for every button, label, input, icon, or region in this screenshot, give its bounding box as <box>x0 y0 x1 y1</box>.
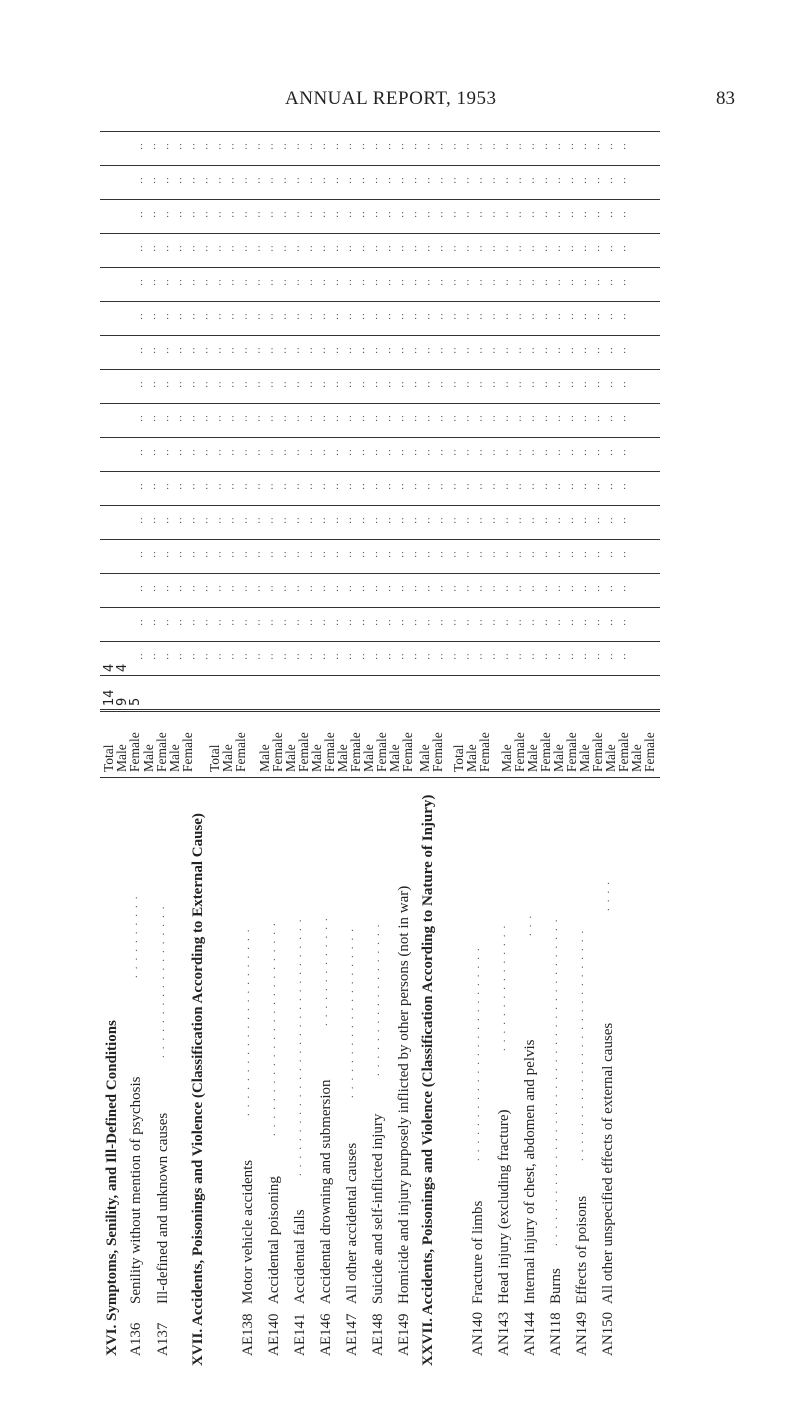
column-rule <box>100 539 660 540</box>
empty-cells: :::::::::::::::::::::::::::::::::::::: <box>140 446 637 458</box>
leader-dots: .................... <box>344 923 356 1098</box>
empty-cells: :::::::::::::::::::::::::::::::::::::: <box>140 582 637 594</box>
column-rule <box>100 471 660 472</box>
column-rule <box>100 165 660 166</box>
section-title-xvi: XVI. Symptoms, Senility, and Ill-Defined Conditions <box>104 1020 120 1356</box>
row-code: AE148 <box>370 1313 386 1356</box>
sex-female: Female <box>538 732 553 772</box>
row-code: AE140 <box>266 1313 282 1356</box>
column-rule <box>100 641 660 642</box>
column-rule <box>100 131 660 132</box>
row-code: A136 <box>128 1322 144 1356</box>
leader-dots: .......... <box>128 890 140 978</box>
column-rule <box>100 607 660 608</box>
column-divider <box>100 777 660 778</box>
row-cause: Accidental poisoning <box>266 1176 282 1304</box>
sex-male: Male <box>499 744 514 772</box>
sex-male: Male <box>417 744 432 772</box>
sex-female: Female <box>512 732 527 772</box>
column-divider <box>100 711 660 712</box>
value-cell: 4 <box>102 663 117 672</box>
sex-female: Female <box>296 732 311 772</box>
empty-cells: :::::::::::::::::::::::::::::::::::::: <box>140 276 637 288</box>
column-rule <box>100 199 660 200</box>
leader-dots: ...................... <box>240 923 252 1116</box>
row-code: AN144 <box>522 1311 538 1356</box>
leader-dots: ...................................... <box>548 913 560 1246</box>
empty-cells: :::::::::::::::::::::::::::::::::::::: <box>140 412 637 424</box>
page-number: 83 <box>716 88 735 109</box>
leader-dots: .................. <box>370 918 382 1076</box>
sex-female: Female <box>430 732 445 772</box>
sex-male: Male <box>387 744 402 772</box>
leader-dots: .............................. <box>292 913 304 1176</box>
empty-cells: :::::::::::::::::::::::::::::::::::::: <box>140 616 637 628</box>
column-rule <box>100 505 660 506</box>
sex-female: Female <box>477 732 492 772</box>
column-rule <box>100 437 660 438</box>
page-header <box>0 88 800 118</box>
row-code: A137 <box>155 1322 171 1356</box>
leader-dots: ........................... <box>574 924 586 1161</box>
empty-cells: :::::::::::::::::::::::::::::::::::::: <box>140 480 637 492</box>
row-code: AE147 <box>344 1313 360 1356</box>
sex-female: Female <box>270 732 285 772</box>
empty-cells: :::::::::::::::::::::::::::::::::::::: <box>140 140 637 152</box>
row-code: AN150 <box>600 1311 616 1356</box>
row-cause: Fracture of limbs <box>470 1200 486 1304</box>
empty-cells: :::::::::::::::::::::::::::::::::::::: <box>140 650 637 662</box>
column-rule <box>100 233 660 234</box>
row-code: AN143 <box>496 1311 512 1356</box>
total-value: 5 <box>128 697 143 706</box>
row-cause: Senility without mention of psychosis <box>128 1076 144 1304</box>
sex-total: Total <box>101 744 116 772</box>
row-cause: All other unspecified effects of external causes <box>600 1022 616 1304</box>
row-code: AN118 <box>548 1312 564 1356</box>
empty-cells: :::::::::::::::::::::::::::::::::::::: <box>140 514 637 526</box>
total-value: 9 <box>115 697 130 706</box>
sex-female: Female <box>590 732 605 772</box>
leader-dots: ............... <box>496 919 508 1051</box>
row-code: AE149 <box>396 1313 412 1356</box>
sex-male: Male <box>464 744 479 772</box>
row-code: AN140 <box>470 1311 486 1356</box>
row-code: AN149 <box>574 1311 590 1356</box>
value-cell: 4 <box>115 663 130 672</box>
row-code: AE146 <box>318 1313 334 1356</box>
leader-dots: .................. <box>155 900 167 1058</box>
row-cause: Accidental drowning and submersion <box>318 1079 334 1304</box>
sex-male: Male <box>167 744 182 772</box>
sex-female: Female <box>322 732 337 772</box>
sex-female: Female <box>233 732 248 772</box>
row-cause: Suicide and self-inflicted injury <box>370 1113 386 1304</box>
leader-dots: .... <box>600 876 612 911</box>
column-rule <box>100 267 660 268</box>
sex-total: Total <box>451 744 466 772</box>
sex-female: Female <box>616 732 631 772</box>
sex-female: Female <box>127 732 142 772</box>
leader-dots: ......................... <box>266 917 278 1136</box>
leader-dots: ......................... <box>470 942 482 1161</box>
column-rule <box>100 709 660 710</box>
sex-male: Male <box>603 744 618 772</box>
sex-female: Female <box>154 732 169 772</box>
sex-male: Male <box>114 744 129 772</box>
row-cause: Effects of poisons <box>574 1195 590 1304</box>
sex-female: Female <box>180 732 195 772</box>
column-rule <box>100 573 660 574</box>
empty-cells: :::::::::::::::::::::::::::::::::::::: <box>140 242 637 254</box>
sex-female: Female <box>400 732 415 772</box>
empty-cells: :::::::::::::::::::::::::::::::::::::: <box>140 344 637 356</box>
row-code: AE141 <box>292 1313 308 1356</box>
sex-male: Male <box>141 744 156 772</box>
sex-female: Female <box>348 732 363 772</box>
empty-cells: :::::::::::::::::::::::::::::::::::::: <box>140 310 637 322</box>
row-cause: Burns <box>548 1268 564 1304</box>
leader-dots: ... <box>522 909 534 936</box>
mortality-table <box>100 136 665 1366</box>
empty-cells: :::::::::::::::::::::::::::::::::::::: <box>140 378 637 390</box>
sex-male: Male <box>335 744 350 772</box>
sex-female: Female <box>642 732 657 772</box>
sex-total: Total <box>207 744 222 772</box>
row-cause: Internal injury of chest, abdomen and pelvis <box>522 1039 538 1304</box>
column-rule <box>100 335 660 336</box>
row-cause: All other accidental causes <box>344 1142 360 1304</box>
column-rule <box>100 403 660 404</box>
section-title-xxvii: XXVII. Accidents, Poisonings and Violence (Classification According to Nature of Injury) <box>420 794 436 1366</box>
row-cause: Homicide and injury purposely inflicted by other persons (not in war) <box>396 885 412 1304</box>
column-rule <box>100 369 660 370</box>
sex-female: Female <box>374 732 389 772</box>
row-cause: Ill-defined and unknown causes <box>155 1112 171 1304</box>
column-rule <box>100 675 660 676</box>
sex-male: Male <box>309 744 324 772</box>
sex-female: Female <box>564 732 579 772</box>
sex-male: Male <box>220 744 235 772</box>
empty-cells: :::::::::::::::::::::::::::::::::::::: <box>140 208 637 220</box>
row-cause: Head injury (excluding fracture) <box>496 1109 512 1304</box>
section-title-xvii: XVII. Accidents, Poisonings and Violence (Classification According to External Cause) <box>190 813 206 1366</box>
sex-male: Male <box>577 744 592 772</box>
row-cause: Accidental falls <box>292 1209 308 1304</box>
sex-male: Male <box>629 744 644 772</box>
total-value: 14 <box>102 689 117 706</box>
column-rule <box>100 301 660 302</box>
sex-male: Male <box>361 744 376 772</box>
sex-male: Male <box>283 744 298 772</box>
row-cause: Motor vehicle accidents <box>240 1159 256 1304</box>
leader-dots: ............. <box>318 912 330 1026</box>
empty-cells: :::::::::::::::::::::::::::::::::::::: <box>140 174 637 186</box>
sex-male: Male <box>525 744 540 772</box>
sex-male: Male <box>257 744 272 772</box>
report-title: ANNUAL REPORT, 1953 <box>285 88 497 109</box>
sex-male: Male <box>551 744 566 772</box>
row-code: AE138 <box>240 1313 256 1356</box>
empty-cells: :::::::::::::::::::::::::::::::::::::: <box>140 548 637 560</box>
